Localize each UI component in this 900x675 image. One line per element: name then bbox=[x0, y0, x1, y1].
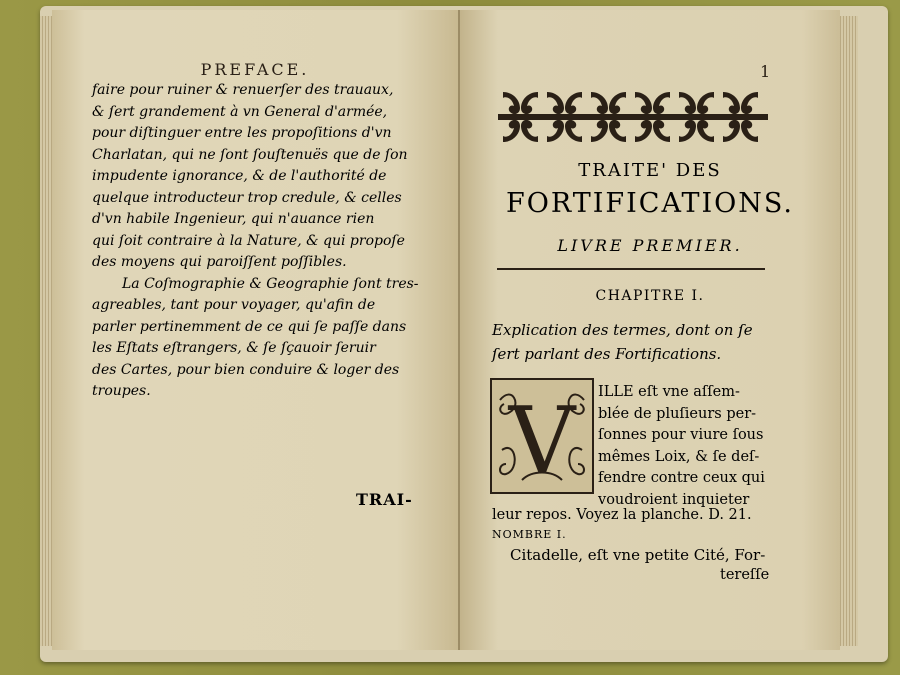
chapter-subtitle bbox=[492, 318, 792, 366]
foliage-ornament-icon bbox=[492, 380, 592, 492]
title-rule bbox=[497, 268, 765, 270]
subtitle-line: Explication des termes, dont on ſe bbox=[492, 321, 753, 339]
book-title-line3: LIVRE PREMIER. bbox=[557, 236, 743, 255]
book-title-line2: FORTIFICATIONS. bbox=[505, 188, 795, 219]
text-line: les Eſtats eſtrangers, & ſe ſçauoir ſeruir bbox=[92, 340, 376, 356]
preface-text bbox=[92, 80, 440, 403]
text-line: & ſert grandement à vn General d'armée, bbox=[92, 103, 388, 120]
catchword: TRAI- bbox=[356, 490, 413, 509]
dropcap-letter: V bbox=[508, 387, 576, 492]
text-line: des moyens qui paroiſſent poſſibles. bbox=[92, 254, 347, 270]
text-line: d'vn habile Ingenieur, qui n'auance rien bbox=[92, 211, 375, 227]
text-line: blée de pluſieurs per- bbox=[598, 405, 757, 422]
text-line: quelque introducteur trop credule, & celles bbox=[92, 189, 402, 206]
book-title-line1: TRAITE' DES bbox=[578, 160, 722, 181]
text-line: faire pour ruiner & renuerſer des trauaux, bbox=[92, 82, 394, 98]
text-line: pour diſtinguer entre les propoſitions d'vn bbox=[92, 125, 392, 141]
decorated-initial bbox=[490, 378, 594, 494]
text-line: parler pertinemment de ce qui ſe paſſe dans bbox=[92, 318, 407, 335]
text-line: mêmes Loix, & ſe deſ- bbox=[598, 448, 760, 465]
text-line: Citadelle, eſt vne petite Cité, For- bbox=[510, 546, 766, 564]
ornament-band-icon bbox=[498, 88, 768, 146]
text-line: La Coſmographie & Geographie ſont tres- bbox=[122, 275, 419, 292]
right-page-edges bbox=[838, 16, 858, 646]
text-line: des Cartes, pour bien conduire & loger des bbox=[92, 361, 400, 378]
text-line: Charlatan, qui ne ſont ſouſtenuës que de ſon bbox=[92, 146, 408, 163]
chapter-heading: CHAPITRE I. bbox=[595, 288, 705, 304]
page-number: 1 bbox=[760, 62, 771, 81]
text-line: voudroient inquieter bbox=[598, 491, 750, 508]
text-line: ſonnes pour viure ſous bbox=[598, 427, 764, 443]
text-line: troupes. bbox=[92, 383, 151, 399]
running-head: PREFACE. bbox=[200, 60, 310, 79]
body-text-bottom bbox=[492, 505, 782, 585]
nombre-label: NOMBRE I. bbox=[492, 528, 567, 541]
text-line: fendre contre ceux qui bbox=[598, 470, 765, 486]
text-line: ILLE eſt vne aſſem- bbox=[598, 384, 740, 400]
text-line: agreables, tant pour voyager, qu'afin de bbox=[92, 297, 376, 313]
text-line: qui ſoit contraire à la Nature, & qui propoſe bbox=[92, 232, 405, 249]
text-line: leur repos. Voyez la planche. D. 21. bbox=[492, 507, 752, 523]
text-line: impudente ignorance, & de l'authorité de bbox=[92, 168, 387, 184]
body-text-beside-initial bbox=[598, 382, 778, 511]
subtitle-line: ſert parlant des Fortifications. bbox=[492, 345, 722, 363]
catchword: tereſſe bbox=[720, 567, 770, 583]
